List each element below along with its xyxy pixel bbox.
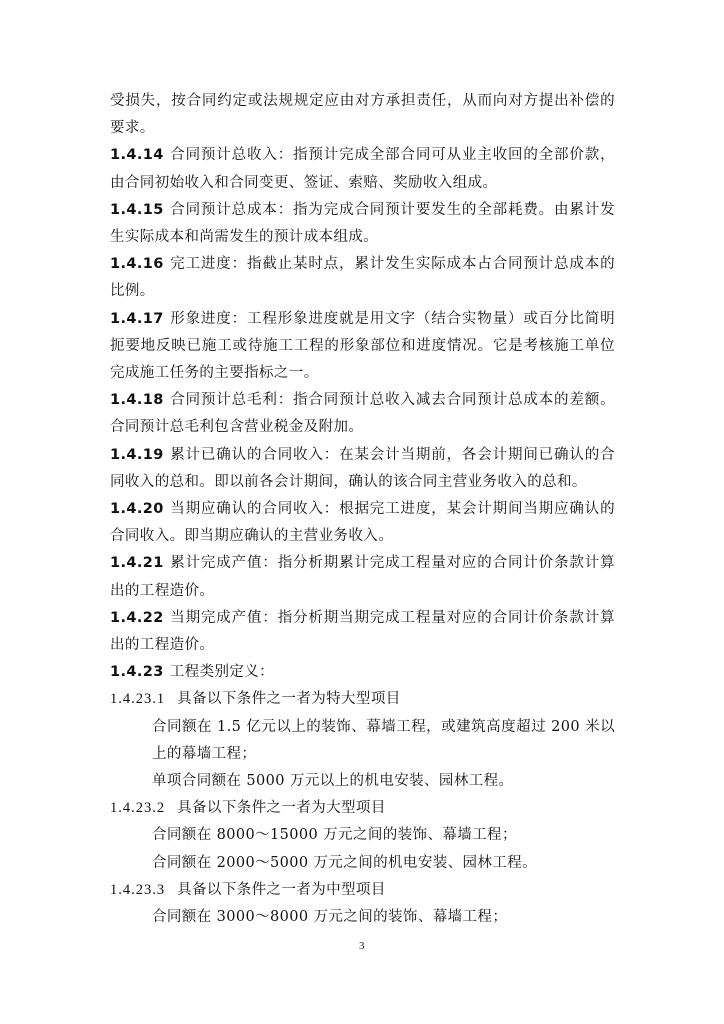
category-item bbox=[110, 822, 615, 849]
paragraph-text: 受损失，按合同约定或法规规定应由对方承担责任，从而向对方提出补偿的要求。 bbox=[110, 93, 615, 137]
document-body bbox=[110, 88, 615, 931]
section-number: 1.4.20 bbox=[110, 501, 164, 518]
paragraph-1-4-20 bbox=[110, 496, 615, 550]
section-number: 1.4.16 bbox=[110, 256, 164, 273]
category-title: 具备以下条件之一者为特大型项目 bbox=[177, 691, 401, 708]
section-number: 1.4.21 bbox=[110, 555, 164, 572]
section-number: 1.4.23 bbox=[110, 664, 164, 681]
paragraph-text: 完工进度：指截止某时点，累计发生实际成本占合同预计总成本的比例。 bbox=[110, 256, 615, 300]
paragraph-text: 累计已确认的合同收入：在某会计当期前，各会计期间已确认的合同收入的总和。即以前各会计期间，确认的该合同主营业务收入的总和。 bbox=[110, 446, 615, 490]
subsection-number: 1.4.23.2 bbox=[110, 800, 166, 817]
paragraph-1-4-19 bbox=[110, 442, 615, 496]
category-item-text: 单项合同额在 5000 万元以上的机电安装、园林工程。 bbox=[152, 773, 514, 790]
section-number: 1.4.15 bbox=[110, 201, 164, 218]
paragraph-text: 当期应确认的合同收入：根据完工进度，某会计期间当期应确认的合同收入。即当期应确认的主营业务收入。 bbox=[110, 501, 615, 545]
category-item bbox=[110, 850, 615, 877]
category-item bbox=[110, 714, 615, 768]
category-item-text: 合同额在 8000～15000 万元之间的装饰、幕墙工程； bbox=[152, 827, 517, 844]
category-heading-large bbox=[110, 795, 615, 822]
paragraph-1-4-18 bbox=[110, 387, 615, 441]
section-number: 1.4.22 bbox=[110, 609, 164, 626]
section-number: 1.4.17 bbox=[110, 310, 164, 327]
category-item bbox=[110, 768, 615, 795]
paragraph-text: 合同预计总收入：指预计完成全部合同可从业主收回的全部价款，由合同初始收入和合同变更、签证、索赔、奖励收入组成。 bbox=[110, 147, 615, 191]
page-number: 3 bbox=[359, 940, 365, 952]
paragraph-text: 合同预计总成本：指为完成合同预计要发生的全部耗费。由累计发生实际成本和尚需发生的预计成本组成。 bbox=[110, 201, 615, 246]
subsection-number: 1.4.23.3 bbox=[110, 881, 166, 898]
paragraph-text: 形象进度：工程形象进度就是用文字（结合实物量）或百分比简明扼要地反映已施工或待施工工程的形象部位和进度情况。它是考核施工单位完成施工任务的主要指标之一。 bbox=[110, 310, 615, 382]
category-item-text: 合同额在 3000～8000 万元之间的装饰、幕墙工程； bbox=[152, 909, 508, 926]
paragraph-1-4-23 bbox=[110, 659, 615, 686]
paragraph-text: 工程类别定义： bbox=[169, 664, 275, 681]
paragraph-1-4-22 bbox=[110, 605, 615, 659]
category-item-text: 合同额在 2000～5000 万元之间的机电安装、园林工程。 bbox=[152, 854, 538, 871]
category-heading-medium bbox=[110, 877, 615, 904]
paragraph-text: 合同预计总毛利：指合同预计总收入减去合同预计总成本的差额。合同预计总毛利包含营业税金及附加。 bbox=[110, 392, 615, 436]
section-number: 1.4.19 bbox=[110, 446, 164, 463]
subsection-number: 1.4.23.1 bbox=[110, 691, 166, 708]
category-item-text: 合同额在 1.5 亿元以上的装饰、幕墙工程，或建筑高度超过 200 米以上的幕墙工程； bbox=[152, 718, 615, 762]
section-number: 1.4.14 bbox=[110, 147, 164, 164]
paragraph-text: 累计完成产值：指分析期累计完成工程量对应的合同计价条款计算出的工程造价。 bbox=[110, 555, 615, 599]
paragraph-1-4-16 bbox=[110, 251, 615, 305]
category-heading-extra-large bbox=[110, 686, 615, 713]
paragraph-1-4-17 bbox=[110, 306, 615, 388]
section-number: 1.4.18 bbox=[110, 392, 164, 409]
paragraph-text: 当期完成产值：指分析期当期完成工程量对应的合同计价条款计算出的工程造价。 bbox=[110, 609, 615, 654]
paragraph-1-4-14 bbox=[110, 142, 615, 196]
paragraph-1-4-21 bbox=[110, 550, 615, 604]
paragraph-1-4-15 bbox=[110, 197, 615, 251]
category-title: 具备以下条件之一者为中型项目 bbox=[177, 881, 386, 898]
category-title: 具备以下条件之一者为大型项目 bbox=[177, 800, 386, 817]
paragraph-continuation bbox=[110, 88, 615, 142]
category-item bbox=[110, 904, 615, 931]
